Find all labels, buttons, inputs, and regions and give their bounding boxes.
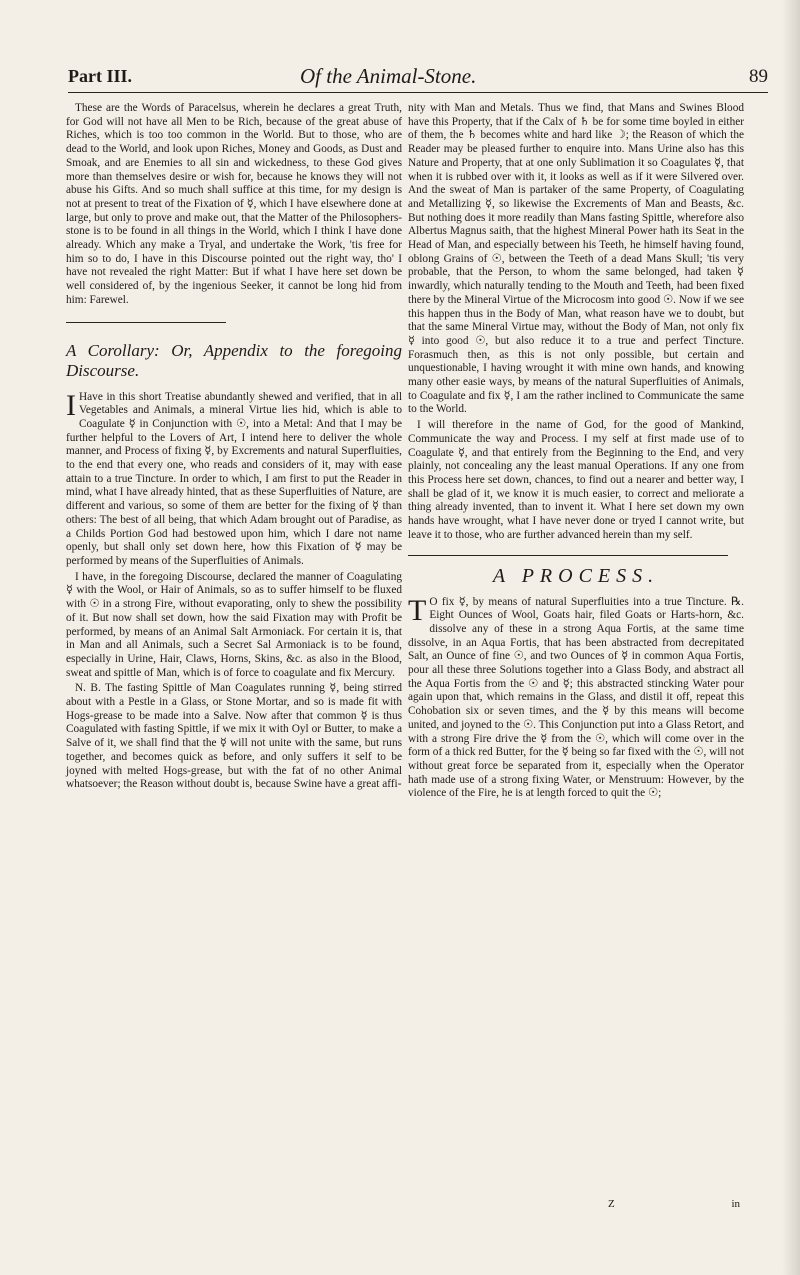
- section-divider: [66, 322, 226, 323]
- process-paragraph: [408, 593, 744, 802]
- header-rule: [68, 92, 768, 93]
- corollary-paragraph-1-text: Have in this short Treatise abundantly shewed and verified, that in all Vegetables and Animals, a mineral Virtue lies hid, which is able to Coagulate ☿ in Conjunction with ☉, into a Metal: And that I may be further helpful to the Lovers of Art, I intend here to deliver the whole manner, and Process of fixing ☿, by Excrements and natural Superfluities, to the end that every one, who reads and considers of it, may with ease attain to a true Tincture. In order to which, I am first to put the Reader in mind, what I have already hinted, that as these Superfluities of Nature, are different and various, so some of them are better for the fixing of ☿ than others: The best of all being, that which Adam brought out of Paradise, as a Childs Portion God had bestowed upon him, which I dare not name openly, but shall only set down here, how this Fixation of ☿ may be performed by means of the Superfluities of Animals.: [66, 390, 402, 567]
- drop-cap: I: [66, 388, 76, 422]
- communication-paragraph: I will therefore in the name of God, for the good of Mankind, Communicate the way and Process. I my self at first made use of to Coagulate ☿, and that entirely from the Beginning to the End, and very plainly, not concealing any the least manual Operations. If any one from this Process here set down, chances, to find out a nearer and better way, I shall be glad of it, we know it is much easier, to correct and meliorate a thing already invented, than to invent it. What I here set down my own hands have wrought, what I have never done or tryed I cannot write, but leave it to those, who are further advanced herein than my self.: [408, 419, 744, 541]
- process-divider: [408, 555, 728, 556]
- process-paragraph-text: O fix ☿, by means of natural Superfluities into a true Tincture. ℞. Eight Ounces of Wool, Goats hair, filed Goats or Harts-horn, &c. dissolve any of these in a strong Aqua Fortis, at the same time dissolve, in an Aqua Fortis, that has been abstracted from decrepitated Salt, an Ounce of fine ☉, and two Ounces of ☿ in common Aqua Fortis, pour all these three Solutions together into a Glass Body, and abstract all the Aqua Fortis from the ☉ and ☿; this abstracted stincking Water pour again upon that, which remains in the Glass, and distil it off, repeat this Cohobation six or seven times, and the ☿ by this means will become united, and joyned to the ☉. This Conjunction put into a Glass Retort, and with a strong Fire drive the ☿ from the ☉, which will come over in the form of a thick red Butter, for the ☿ being so far fixed with the ☉, will not without great force be separated from it, especially when the Operator hath made use of a strong fixing Water, or Menstruum: However, by the violence of the Fire, he is at length forced to quit the ☉;: [408, 595, 744, 800]
- part-label: Part III.: [68, 66, 132, 86]
- page-number: 89: [749, 66, 768, 87]
- page-edge-shadow: [782, 0, 800, 1275]
- section-title: A Corollary: Or, Appendix to the foregoing Discourse.: [66, 340, 402, 380]
- intro-paragraph: These are the Words of Paracelsus, wherein he declares a great Truth, for God will not have all Men to be Rich, because of the great abuse of Riches, which is too too common in the World. But to those, who are dead to the World, and look upon Riches, Money and Goods, as Dust and Smoak, and are Enemies to all sin and wickedness, to these God gives more than themselves desire or wish for, because he knows they will not abuse his Gifts. And so much shall suffice at this time, for my design is not at present to treat of the Fixation of ☿, which I have elsewhere done at large, but only to prove and make out, that the Matter of the Philosophers-stone is to be found in all things in the World, which I think I have done already. Which any make a Tryal, and undertake the Work, 'tis free for him so to do, I have in this Discourse pointed out the right way, tho' I have not revealed the right Matter: But if what I have here set down be well considered of, by the ingenious Seeker, it cannot be long hid from him: Farewel.: [66, 102, 402, 306]
- running-head: [68, 60, 768, 94]
- left-column: [66, 102, 402, 794]
- process-drop-cap: T: [408, 593, 427, 627]
- corollary-paragraph-2: I have, in the foregoing Discourse, declared the manner of Coagulating ☿ with the Wool, or Hair of Animals, so as to suffer himself to be fluxed with ☉ in a strong Fire, without evaporating, only to shew the possibility of it. But now shall set down, how the said Fixation may with Profit be performed, by means of an Animal Salt Armoniack. For certain it is, that in Man and all Animals, such a Secret Sal Armoniack is to be found, especially in Urine, Hair, Claws, Horns, Skins, &c. as also in the Blood, sweat and spittle of Man, which is of force to coagulate and fix Mercury.: [66, 570, 402, 679]
- running-title: Of the Animal-Stone.: [300, 64, 477, 88]
- corollary-paragraph-1: [66, 388, 402, 569]
- catchword: in: [731, 1198, 740, 1210]
- signature-mark: Z: [608, 1198, 615, 1210]
- process-title: A PROCESS.: [492, 564, 660, 587]
- right-column: [408, 102, 744, 803]
- continued-paragraph: nity with Man and Metals. Thus we find, that Mans and Swines Blood have this Property, that if the Calx of ♄ be for some time boyled in either of them, the ♄ becomes white and hard like ☽; the Reason of which the Reader may be pleased further to enquire into. Mans Urine also has this Nature and Property, that at one only Sublimation it so Coagulates ☿, that when it is rubbed over with it, it looks as well as if it were Silvered over. And the sweat of Man is partaker of the same Property, of Coagulating and Metallizing ☿, so likewise the Excrements of Man and Beasts, &c. But nothing does it more readily than Mans fasting Spittle, wherefore also Albertus Magnus saith, that the highest Mineral Power hath its Seat in the Head of Man, and especially between his Teeth, he himself having found, oblong Grains of ☉, between the Teeth of a dead Mans Skull; 'tis very probable, that the Person, to whom the same belonged, had taken ☿ inwardly, which naturally tending to the Mouth and Teeth, had been fixed there by the Mineral Virtue of the Microcosm into good ☉. Now if we see this happen thus in the Body of Man, what reason have we to doubt, but that the same Mineral Virtue may, without the Body of Man, not only fix ☿ into good ☉, but also reduce it to a true and perfect Tincture. Forasmuch then, as this is not only possible, but certain and unquestionable, I having wrought it with mine own hands, and knowing many other easie ways, by means of the natural Superfluities of Animals, to Coagulate and fix ☿, I am the rather inclined to Communicate the same to the World.: [408, 102, 744, 416]
- corollary-paragraph-3: N. B. The fasting Spittle of Man Coagulates running ☿, being stirred about with a Pestle in a Glass, or Stone Mortar, and so is made fit with Hogs-grease to be made into a Salve. Now after that common ☿ is thus Coagulated with fasting Spittle, if we mix it with Oyl or Butter, to make a Salve of it, we shall find that the ☿ will not unite with the same, but runs together, and becomes quick as before, and only suffers it self to be joyned with melted Hogs-grease, but with the fat of no other Animal whatsoever; the Reason without doubt is, because Swine have a great affi-: [66, 682, 402, 791]
